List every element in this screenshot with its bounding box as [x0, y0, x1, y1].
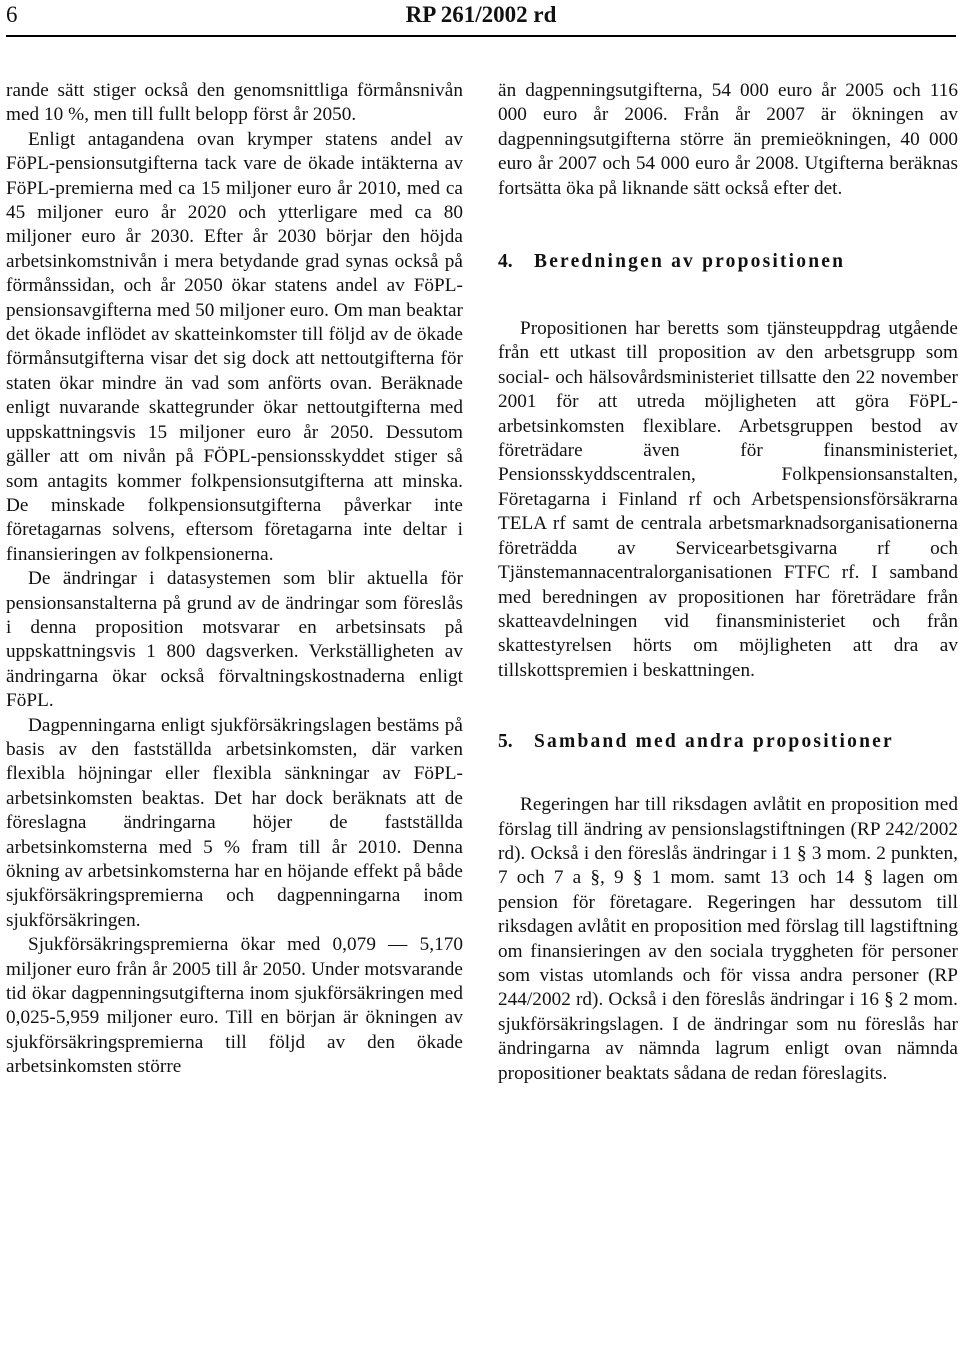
- paragraph: De ändringar i datasystemen som blir aktuella för pensionsanstalterna på grund av de ändringar som föreslås i denna proposition motsvarar en arbetsinsats på uppskattningsvis 1 800 dagsverken. Verkställigheten av ändringarna ökar också förvaltningskostnaderna enligt FöPL.: [6, 568, 463, 712]
- paragraph: Sjukförsäkringspremierna ökar med 0,079 — 5,170 miljoner euro från år 2005 till år 2050. Under motsvarande tid ökar dagpenningsutgifterna inom sjukförsäkringen med 0,025-5,959 miljoner euro. Till en början är ökningen av sjukförsäkringspremierna till följd av den ökade arbetsinkomsten större: [6, 934, 463, 1078]
- paragraph: än dagpenningsutgifterna, 54 000 euro år 2005 och 116 000 euro år 2006. Från år 2007 är ökningen av dagpenningsutgifterna större än premieökningen, 40 000 euro år 2007 och 54 000 euro år 2008. Utgifterna beräknas fortsätta öka på liknande sätt också efter det.: [498, 80, 958, 199]
- page-number: 6: [6, 2, 18, 27]
- paragraph: Enligt antagandena ovan krymper statens andel av FöPL-pensionsutgifterna tack vare de ökade intäkterna av FöPL-premierna med ca 15 miljoner euro år 2010, med ca 45 miljoner euro år 2020 och ytterligare med ca 80 miljoner euro år 2030. Efter år 2030 börjar den höjda arbetsinkomstnivån i mera betydande grad synas också på förmånssidan, och år 2050 ökar statens andel av FöPL-pensionsavgifterna med 50 miljoner euro. Om man beaktar det ökade inflödet av skatteinkomster till följd av de ökade förmånsutgifterna visar det sig dock att nettoutgifterna för staten ökar mindre än vad som anförts ovan. Beräknade enligt nuvarande skattegrunder ökar nettoutgifterna med uppskattningsvis 15 miljoner euro år 2050. Dessutom gäller att om nivån på FÖPL-pensionsskyddet stiger så som antagits kommer folkpensionsutgifterna att minska. De minskade folkpensionsutgifterna påverkar inte företagarnas solvens, eftersom företagarna inte deltar i finansieringen av folkpensionerna.: [6, 128, 463, 565]
- paragraph: Propositionen har beretts som tjänsteuppdrag utgående från ett utkast till proposition av den arbetsgrupp som social- och hälsovårdsministeriet tillsatte den 22 november 2001 för att utreda möjligheten att göra FöPL-arbetsinkomsten flexiblare. Arbetsgruppen bestod av företrädare även för finansministeriet, Pensionsskyddscentralen, Folkpensionsanstalten, Företagarna i Finland rf och Arbetspensionsförsäkrarna TELA rf samt de centrala arbetsmarknadsorganisationerna företrädda av Servicearbetsgivarna rf och Tjänstemannacentralorganisationen FTFC rf. I samband med beredningen av propositionen har företrädare från skatteavdelningen vid finansministeriet och från skattestyrelsen hörts om möjligheten att dra av tillskottspremien i beskattningen.: [498, 318, 958, 681]
- paragraph: rande sätt stiger också den genomsnittliga förmånsnivån med 10 %, men till fullt belopp först år 2050.: [6, 80, 463, 126]
- paragraph: Regeringen har till riksdagen avlåtit en proposition med förslag till ändring av pensionslagstiftningen (RP 242/2002 rd). Också i den föreslås ändringar i 1 § 3 mom. 2 punkten, 7 och 7 a §, 9 § 1 mom. samt 13 och 14 § lagen om pension för företagare. Regeringen har dessutom till riksdagen avlåtit en proposition med förslag till lagstiftning om finansieringen av den sociala tryggheten för personer som vistas utomlands och för vissa andra personer (RP 244/2002 rd). Också i den föreslås ändringar i 16 § 2 mom. sjukförsäkringslagen. I de ändringar som nu föreslås har ändringarna av nämnda lagrum enligt ovan nämnda propositioner beaktats sådana de redan föreslagits.: [498, 794, 958, 1084]
- section-number: 5.: [498, 731, 513, 753]
- left-column: [6, 79, 463, 1080]
- header-rule: [6, 35, 956, 37]
- page-header: [6, 0, 956, 30]
- paragraph: Dagpenningarna enligt sjukförsäkringslagen bestäms på basis av den fastställda arbetsinkomsten, där varken flexibla höjningar eller flexibla sänkningar av FöPL-arbetsinkomsten beaktas. Det har dock beräknats att de föreslagna ändringarna höjer de fastställda arbetsinkomsterna med 5 % fram till år 2010. Denna ökning av arbetsinkomsterna har en höjande effekt på både sjukförsäkringspremierna och dagpenningarna inom sjukförsäkringen.: [6, 714, 463, 931]
- section-number: 4.: [498, 251, 513, 273]
- right-column: [498, 79, 958, 1086]
- section-heading-5: [498, 730, 958, 754]
- section-title: Beredningen av propositionen: [534, 251, 846, 273]
- document-reference: RP 261/2002 rd: [405, 2, 557, 27]
- section-title: Samband med andra propositioner: [534, 731, 894, 753]
- section-heading-4: [498, 250, 958, 274]
